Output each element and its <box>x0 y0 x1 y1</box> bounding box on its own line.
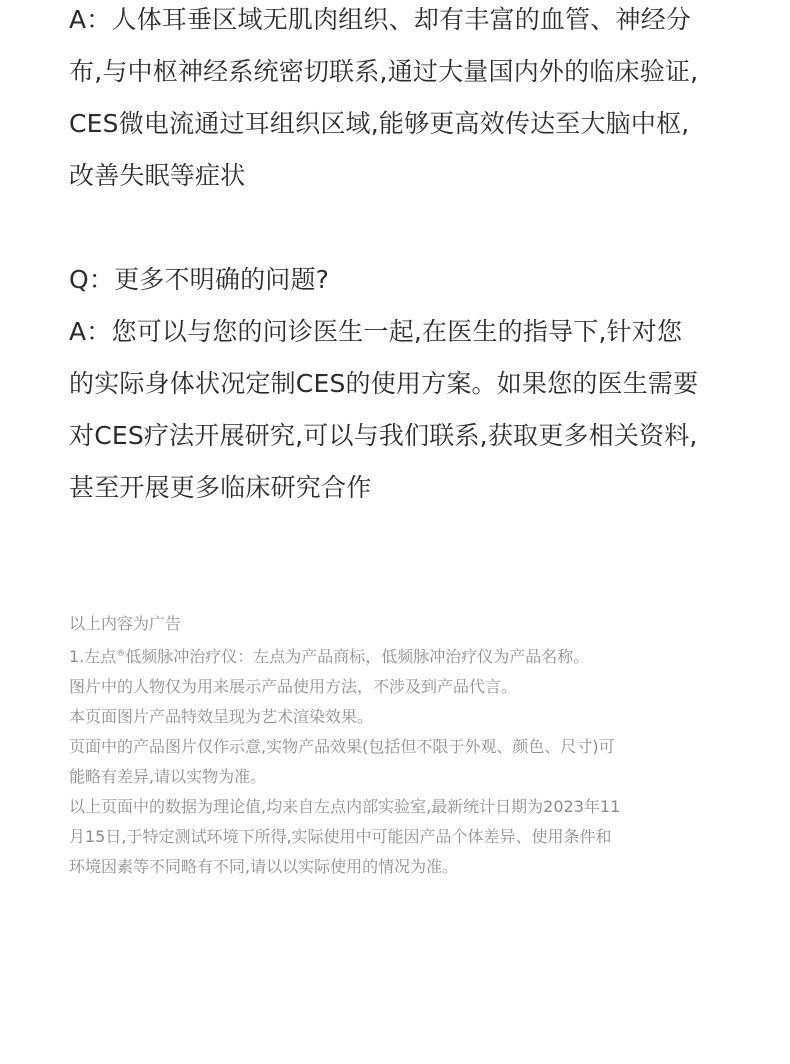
registered-mark: ® <box>116 649 126 659</box>
faq-more-questions <box>69 254 698 514</box>
ad-disclaimer <box>69 609 709 882</box>
trademark-prefix: 1.左点 <box>69 647 117 666</box>
answer-line: A：人体耳垂区域无肌肉组织、却有丰富的血管、神经分 <box>69 5 692 34</box>
disclaimer-line: 图片中的人物仅为用来展示产品使用方法，不涉及到产品代言。 <box>69 677 518 696</box>
answer-ear-lobe <box>69 0 698 202</box>
disclaimer-line: 本页面图片产品特效呈现为艺术渲染效果。 <box>69 707 374 726</box>
answer-line: 甚至开展更多临床研究合作 <box>69 473 372 502</box>
disclaimer-line: 页面中的产品图片仅作示意,实物产品效果(包括但不限于外观、颜色、尺寸)可 <box>69 737 615 756</box>
answer-line: 布,与中枢神经系统密切联系,通过大量国内外的临床验证, <box>69 57 699 86</box>
ad-notice: 以上内容为广告 <box>69 614 182 633</box>
answer-line: 对CES疗法开展研究,可以与我们联系,获取更多相关资料, <box>69 421 698 450</box>
disclaimer-line: 能略有差异,请以实物为准。 <box>69 767 267 786</box>
answer-line: A：您可以与您的问诊医生一起,在医生的指导下,针对您 <box>69 317 683 346</box>
answer-line: 改善失眠等症状 <box>69 161 246 190</box>
trademark-suffix: 低频脉冲治疗仪：左点为产品商标，低频脉冲治疗仪为产品名称。 <box>125 647 590 666</box>
disclaimer-item-trademark <box>69 639 709 672</box>
disclaimer-line: 月15日,于特定测试环境下所得,实际使用中可能因产品个体差异、使用条件和 <box>69 827 612 846</box>
disclaimer-line: 环境因素等不同略有不同,请以以实际使用的情况为准。 <box>69 857 459 876</box>
question-text: Q：更多不明确的问题? <box>69 265 330 294</box>
answer-line: CES微电流通过耳组织区域,能够更高效传达至大脑中枢, <box>69 109 690 138</box>
answer-line: 的实际身体状况定制CES的使用方案。如果您的医生需要 <box>69 369 699 398</box>
disclaimer-line: 以上页面中的数据为理论值,均来自左点内部实验室,最新统计日期为2023年11 <box>69 797 621 816</box>
